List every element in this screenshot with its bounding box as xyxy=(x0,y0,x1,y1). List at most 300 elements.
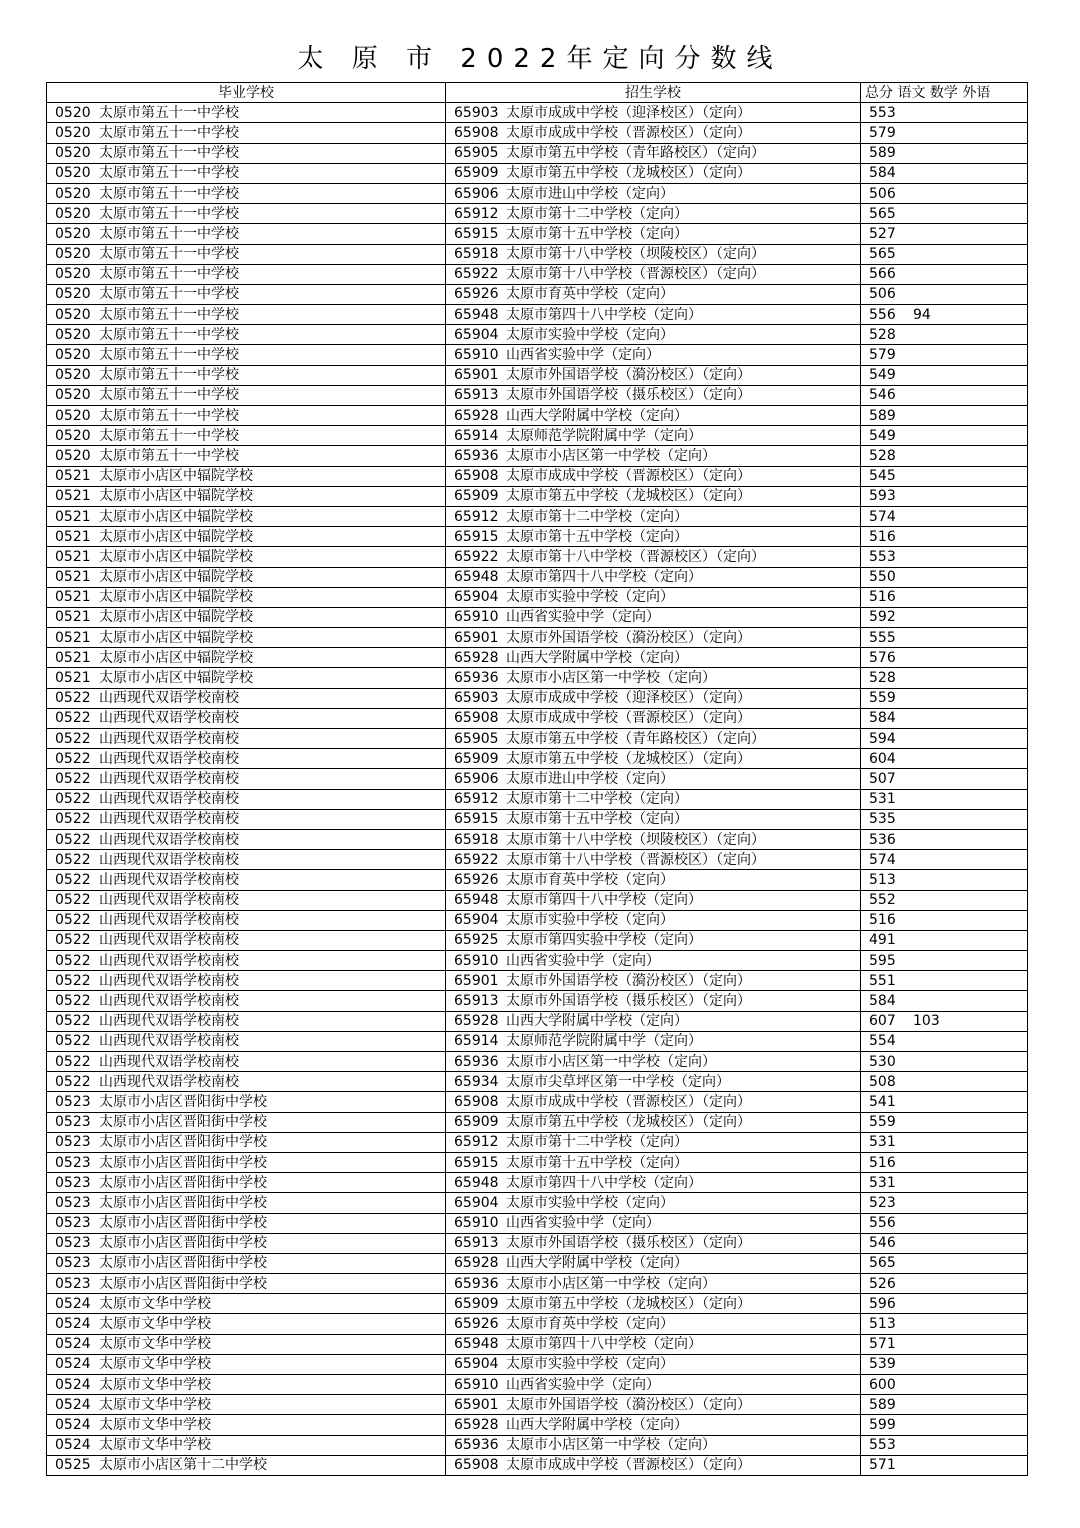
score-cell xyxy=(861,1415,1028,1435)
table-row xyxy=(47,204,1028,224)
graduating-school-code: 0522 xyxy=(55,912,91,929)
total-score: 527 xyxy=(869,225,896,242)
total-score: 528 xyxy=(869,447,896,464)
graduating-school-name: 太原市小店区中辐院学校 xyxy=(99,589,253,606)
admitting-school-code: 65909 xyxy=(454,1114,499,1131)
graduating-school-cell xyxy=(47,1112,446,1132)
admitting-school-cell xyxy=(446,1334,861,1354)
admitting-school-cell xyxy=(446,789,861,809)
admitting-school-code: 65908 xyxy=(454,710,499,727)
admitting-school-cell xyxy=(446,527,861,547)
graduating-school-cell xyxy=(47,1395,446,1415)
graduating-school-cell xyxy=(47,224,446,244)
table-row xyxy=(47,587,1028,607)
graduating-school-code: 0521 xyxy=(55,548,91,565)
header-graduating-school: 毕业学校 xyxy=(47,83,446,103)
admitting-school-name: 太原市外国语学校（漪汾校区）（定向） xyxy=(506,972,751,989)
graduating-school-cell xyxy=(47,668,446,688)
admitting-school-cell xyxy=(446,769,861,789)
admitting-school-cell xyxy=(446,870,861,890)
graduating-school-code: 0525 xyxy=(55,1457,91,1474)
total-score: 539 xyxy=(869,1356,896,1373)
score-cell xyxy=(861,1334,1028,1354)
graduating-school-cell xyxy=(47,1274,446,1294)
graduating-school-code: 0523 xyxy=(55,1154,91,1171)
admitting-school-name: 太原市小店区第一中学校（定向） xyxy=(506,447,716,464)
graduating-school-cell xyxy=(47,1011,446,1031)
graduating-school-code: 0524 xyxy=(55,1316,91,1333)
admitting-school-cell xyxy=(446,708,861,728)
graduating-school-code: 0522 xyxy=(55,871,91,888)
total-score: 579 xyxy=(869,347,896,364)
table-row xyxy=(47,264,1028,284)
total-score: 571 xyxy=(869,1336,896,1353)
score-cell xyxy=(861,789,1028,809)
graduating-school-cell xyxy=(47,1233,446,1253)
total-score: 549 xyxy=(869,427,896,444)
graduating-school-name: 山西现代双语学校南校 xyxy=(99,770,239,787)
graduating-school-name: 山西现代双语学校南校 xyxy=(99,952,239,969)
score-cell xyxy=(861,1213,1028,1233)
table-row xyxy=(47,1274,1028,1294)
graduating-school-name: 太原市小店区中辐院学校 xyxy=(99,508,253,525)
graduating-school-code: 0523 xyxy=(55,1215,91,1232)
admitting-school-code: 65936 xyxy=(454,1275,499,1292)
total-score: 553 xyxy=(869,548,896,565)
admitting-school-code: 65936 xyxy=(454,1437,499,1454)
total-score: 546 xyxy=(869,1235,896,1252)
total-score: 559 xyxy=(869,1114,896,1131)
total-score: 571 xyxy=(869,1457,896,1474)
graduating-school-cell xyxy=(47,365,446,385)
admitting-school-code: 65909 xyxy=(454,165,499,182)
admitting-school-code: 65918 xyxy=(454,246,499,263)
admitting-school-code: 65922 xyxy=(454,266,499,283)
admitting-school-code: 65936 xyxy=(454,1053,499,1070)
total-score: 604 xyxy=(869,750,896,767)
table-row xyxy=(47,607,1028,627)
graduating-school-code: 0520 xyxy=(55,286,91,303)
score-cell xyxy=(861,1375,1028,1395)
graduating-school-name: 山西现代双语学校南校 xyxy=(99,932,239,949)
table-row xyxy=(47,1294,1028,1314)
total-score: 574 xyxy=(869,851,896,868)
table-row xyxy=(47,1314,1028,1334)
admitting-school-cell xyxy=(446,1072,861,1092)
total-score: 553 xyxy=(869,104,896,121)
table-row xyxy=(47,1375,1028,1395)
score-cell xyxy=(861,729,1028,749)
graduating-school-code: 0523 xyxy=(55,1235,91,1252)
score-cell xyxy=(861,1314,1028,1334)
graduating-school-cell xyxy=(47,708,446,728)
admitting-school-cell xyxy=(446,829,861,849)
graduating-school-cell xyxy=(47,607,446,627)
graduating-school-cell xyxy=(47,1213,446,1233)
admitting-school-name: 太原市第十二中学校（定向） xyxy=(506,1134,688,1151)
total-score: 507 xyxy=(869,770,896,787)
graduating-school-cell xyxy=(47,264,446,284)
score-cell xyxy=(861,930,1028,950)
total-score: 600 xyxy=(869,1376,896,1393)
admitting-school-code: 65948 xyxy=(454,1336,499,1353)
total-score: 528 xyxy=(869,670,896,687)
score-cell xyxy=(861,607,1028,627)
admitting-school-cell xyxy=(446,749,861,769)
graduating-school-cell xyxy=(47,103,446,123)
total-score: 516 xyxy=(869,528,896,545)
graduating-school-code: 0522 xyxy=(55,993,91,1010)
table-row xyxy=(47,1052,1028,1072)
admitting-school-code: 65936 xyxy=(454,670,499,687)
total-score: 531 xyxy=(869,1174,896,1191)
admitting-school-name: 太原市第十五中学校（定向） xyxy=(506,811,688,828)
graduating-school-code: 0523 xyxy=(55,1093,91,1110)
admitting-school-name: 太原市成成中学校（迎泽校区）（定向） xyxy=(506,690,751,707)
admitting-school-cell xyxy=(446,1455,861,1475)
admitting-school-cell xyxy=(446,1173,861,1193)
admitting-school-name: 山西大学附属中学校（定向） xyxy=(506,407,688,424)
admitting-school-code: 65901 xyxy=(454,1396,499,1413)
admitting-school-cell xyxy=(446,406,861,426)
graduating-school-cell xyxy=(47,446,446,466)
score-cell xyxy=(861,971,1028,991)
admitting-school-cell xyxy=(446,547,861,567)
graduating-school-cell xyxy=(47,385,446,405)
admitting-school-cell xyxy=(446,204,861,224)
graduating-school-cell xyxy=(47,749,446,769)
admitting-school-code: 65905 xyxy=(454,145,499,162)
admitting-school-cell xyxy=(446,1031,861,1051)
admitting-school-cell xyxy=(446,1375,861,1395)
admitting-school-cell xyxy=(446,1112,861,1132)
table-row xyxy=(47,284,1028,304)
admitting-school-code: 65928 xyxy=(454,1416,499,1433)
graduating-school-name: 山西现代双语学校南校 xyxy=(99,871,239,888)
admitting-school-name: 山西省实验中学（定向） xyxy=(506,1376,660,1393)
graduating-school-cell xyxy=(47,789,446,809)
total-score: 523 xyxy=(869,1194,896,1211)
table-row xyxy=(47,527,1028,547)
score-cell xyxy=(861,466,1028,486)
admitting-school-code: 65908 xyxy=(454,124,499,141)
graduating-school-code: 0522 xyxy=(55,1053,91,1070)
total-score: 528 xyxy=(869,326,896,343)
score-cell xyxy=(861,1294,1028,1314)
graduating-school-code: 0520 xyxy=(55,205,91,222)
admitting-school-name: 山西大学附属中学校（定向） xyxy=(506,1013,688,1030)
graduating-school-cell xyxy=(47,688,446,708)
score-cell xyxy=(861,204,1028,224)
header-admitting-school: 招生学校 xyxy=(446,83,861,103)
graduating-school-code: 0524 xyxy=(55,1336,91,1353)
graduating-school-name: 太原市第五十一中学校 xyxy=(99,407,239,424)
admitting-school-name: 太原市第十八中学校（晋源校区）（定向） xyxy=(506,851,765,868)
admitting-school-code: 65903 xyxy=(454,690,499,707)
graduating-school-code: 0522 xyxy=(55,851,91,868)
graduating-school-name: 太原市小店区中辐院学校 xyxy=(99,468,253,485)
score-cell xyxy=(861,506,1028,526)
score-cell xyxy=(861,426,1028,446)
graduating-school-code: 0520 xyxy=(55,367,91,384)
admitting-school-cell xyxy=(446,668,861,688)
score-cell xyxy=(861,708,1028,728)
admitting-school-cell xyxy=(446,345,861,365)
admitting-school-cell xyxy=(446,1092,861,1112)
admitting-school-name: 太原市第五中学校（龙城校区）（定向） xyxy=(506,488,751,505)
admitting-school-cell xyxy=(446,1011,861,1031)
table-row xyxy=(47,567,1028,587)
score-cell xyxy=(861,809,1028,829)
total-score: 589 xyxy=(869,407,896,424)
admitting-school-cell xyxy=(446,183,861,203)
graduating-school-name: 太原市第五十一中学校 xyxy=(99,367,239,384)
graduating-school-cell xyxy=(47,1294,446,1314)
total-score: 599 xyxy=(869,1416,896,1433)
graduating-school-cell xyxy=(47,506,446,526)
graduating-school-name: 山西现代双语学校南校 xyxy=(99,1073,239,1090)
score-cell xyxy=(861,1092,1028,1112)
graduating-school-code: 0522 xyxy=(55,791,91,808)
total-score: 506 xyxy=(869,185,896,202)
table-row xyxy=(47,971,1028,991)
admitting-school-code: 65928 xyxy=(454,1255,499,1272)
table-row xyxy=(47,466,1028,486)
admitting-school-code: 65934 xyxy=(454,1073,499,1090)
table-row xyxy=(47,769,1028,789)
admitting-school-name: 太原市成成中学校（晋源校区）（定向） xyxy=(506,124,751,141)
admitting-school-cell xyxy=(446,1314,861,1334)
total-score: 556 xyxy=(869,1215,896,1232)
admitting-school-name: 太原市第十八中学校（晋源校区）（定向） xyxy=(506,266,765,283)
admitting-school-cell xyxy=(446,365,861,385)
graduating-school-code: 0520 xyxy=(55,387,91,404)
graduating-school-code: 0522 xyxy=(55,730,91,747)
graduating-school-code: 0524 xyxy=(55,1376,91,1393)
admitting-school-cell xyxy=(446,850,861,870)
admitting-school-cell xyxy=(446,305,861,325)
table-row xyxy=(47,1435,1028,1455)
admitting-school-code: 65922 xyxy=(454,548,499,565)
admitting-school-code: 65909 xyxy=(454,1295,499,1312)
admitting-school-name: 太原市实验中学校（定向） xyxy=(506,1194,674,1211)
admitting-school-code: 65906 xyxy=(454,185,499,202)
total-score: 508 xyxy=(869,1073,896,1090)
admitting-school-cell xyxy=(446,446,861,466)
table-row xyxy=(47,1072,1028,1092)
table-row xyxy=(47,385,1028,405)
graduating-school-cell xyxy=(47,1253,446,1273)
table-row xyxy=(47,123,1028,143)
graduating-school-code: 0520 xyxy=(55,145,91,162)
score-cell xyxy=(861,446,1028,466)
graduating-school-code: 0522 xyxy=(55,770,91,787)
graduating-school-name: 太原市小店区晋阳街中学校 xyxy=(99,1114,267,1131)
admitting-school-code: 65914 xyxy=(454,1033,499,1050)
graduating-school-name: 太原市小店区晋阳街中学校 xyxy=(99,1134,267,1151)
graduating-school-name: 山西现代双语学校南校 xyxy=(99,993,239,1010)
graduating-school-cell xyxy=(47,890,446,910)
total-score: 589 xyxy=(869,1396,896,1413)
admitting-school-code: 65928 xyxy=(454,407,499,424)
admitting-school-cell xyxy=(446,103,861,123)
score-cell xyxy=(861,1435,1028,1455)
graduating-school-code: 0523 xyxy=(55,1255,91,1272)
score-cell xyxy=(861,749,1028,769)
admitting-school-name: 太原市第四十八中学校（定向） xyxy=(506,1174,702,1191)
total-score: 554 xyxy=(869,1033,896,1050)
graduating-school-cell xyxy=(47,1435,446,1455)
total-score: 565 xyxy=(869,205,896,222)
graduating-school-code: 0521 xyxy=(55,508,91,525)
graduating-school-name: 山西现代双语学校南校 xyxy=(99,831,239,848)
score-cell xyxy=(861,1455,1028,1475)
table-row xyxy=(47,1233,1028,1253)
admitting-school-code: 65904 xyxy=(454,912,499,929)
total-score: 541 xyxy=(869,1093,896,1110)
total-score: 516 xyxy=(869,1154,896,1171)
admitting-school-name: 太原市成成中学校（晋源校区）（定向） xyxy=(506,1093,751,1110)
admitting-school-code: 65904 xyxy=(454,1194,499,1211)
total-score: 546 xyxy=(869,387,896,404)
graduating-school-cell xyxy=(47,1052,446,1072)
admitting-school-cell xyxy=(446,486,861,506)
graduating-school-cell xyxy=(47,466,446,486)
total-score: 556 xyxy=(869,306,896,323)
admitting-school-cell xyxy=(446,1233,861,1253)
admitting-school-cell xyxy=(446,587,861,607)
graduating-school-cell xyxy=(47,991,446,1011)
graduating-school-name: 山西现代双语学校南校 xyxy=(99,710,239,727)
score-cell xyxy=(861,406,1028,426)
graduating-school-name: 山西现代双语学校南校 xyxy=(99,1033,239,1050)
admitting-school-cell xyxy=(446,284,861,304)
admitting-school-cell xyxy=(446,1052,861,1072)
score-cell xyxy=(861,244,1028,264)
graduating-school-name: 太原市小店区中辐院学校 xyxy=(99,528,253,545)
score-cell xyxy=(861,486,1028,506)
score-cell xyxy=(861,1072,1028,1092)
graduating-school-name: 太原市小店区中辐院学校 xyxy=(99,670,253,687)
graduating-school-cell xyxy=(47,1092,446,1112)
total-score: 576 xyxy=(869,649,896,666)
graduating-school-name: 太原市文华中学校 xyxy=(99,1356,211,1373)
score-cell xyxy=(861,547,1028,567)
page-title: 太 原 市 2022年定向分数线 xyxy=(297,44,783,74)
score-cell xyxy=(861,1152,1028,1172)
admitting-school-cell xyxy=(446,951,861,971)
admitting-school-cell xyxy=(446,729,861,749)
score-cell xyxy=(861,527,1028,547)
score-cell xyxy=(861,224,1028,244)
graduating-school-code: 0520 xyxy=(55,165,91,182)
graduating-school-code: 0521 xyxy=(55,589,91,606)
admitting-school-code: 65948 xyxy=(454,306,499,323)
graduating-school-name: 太原市小店区晋阳街中学校 xyxy=(99,1275,267,1292)
admitting-school-cell xyxy=(446,224,861,244)
graduating-school-code: 0522 xyxy=(55,1073,91,1090)
graduating-school-code: 0521 xyxy=(55,649,91,666)
graduating-school-code: 0522 xyxy=(55,710,91,727)
admitting-school-cell xyxy=(446,567,861,587)
admitting-school-code: 65910 xyxy=(454,347,499,364)
graduating-school-cell xyxy=(47,769,446,789)
admitting-school-code: 65904 xyxy=(454,589,499,606)
admitting-school-code: 65904 xyxy=(454,326,499,343)
table-row xyxy=(47,991,1028,1011)
graduating-school-code: 0522 xyxy=(55,831,91,848)
graduating-school-code: 0520 xyxy=(55,266,91,283)
total-score: 513 xyxy=(869,871,896,888)
score-cell xyxy=(861,991,1028,1011)
admitting-school-code: 65910 xyxy=(454,952,499,969)
admitting-school-name: 太原市第五中学校（龙城校区）（定向） xyxy=(506,1114,751,1131)
graduating-school-cell xyxy=(47,1031,446,1051)
admitting-school-name: 太原市第十五中学校（定向） xyxy=(506,1154,688,1171)
graduating-school-name: 太原市文华中学校 xyxy=(99,1336,211,1353)
graduating-school-name: 山西现代双语学校南校 xyxy=(99,912,239,929)
admitting-school-name: 太原市第五中学校（青年路校区）（定向） xyxy=(506,145,765,162)
admitting-school-cell xyxy=(446,385,861,405)
score-cell xyxy=(861,1233,1028,1253)
graduating-school-code: 0521 xyxy=(55,468,91,485)
admitting-school-code: 65912 xyxy=(454,1134,499,1151)
admitting-school-name: 太原市小店区第一中学校（定向） xyxy=(506,1437,716,1454)
admitting-school-cell xyxy=(446,244,861,264)
admitting-school-name: 太原市实验中学校（定向） xyxy=(506,589,674,606)
total-score: 584 xyxy=(869,710,896,727)
graduating-school-name: 山西现代双语学校南校 xyxy=(99,892,239,909)
table-row xyxy=(47,244,1028,264)
admitting-school-name: 山西省实验中学（定向） xyxy=(506,1215,660,1232)
admitting-school-code: 65915 xyxy=(454,528,499,545)
admitting-school-code: 65928 xyxy=(454,1013,499,1030)
graduating-school-cell xyxy=(47,1334,446,1354)
admitting-school-name: 山西省实验中学（定向） xyxy=(506,952,660,969)
graduating-school-code: 0520 xyxy=(55,185,91,202)
graduating-school-cell xyxy=(47,1193,446,1213)
table-row xyxy=(47,708,1028,728)
score-cell xyxy=(861,345,1028,365)
admitting-school-name: 太原市尖草坪区第一中学校（定向） xyxy=(506,1073,730,1090)
admitting-school-name: 太原市外国语学校（摄乐校区）（定向） xyxy=(506,1235,751,1252)
graduating-school-code: 0521 xyxy=(55,569,91,586)
graduating-school-code: 0524 xyxy=(55,1356,91,1373)
admitting-school-name: 太原市育英中学校（定向） xyxy=(506,871,674,888)
table-row xyxy=(47,406,1028,426)
graduating-school-code: 0520 xyxy=(55,225,91,242)
total-score: 513 xyxy=(869,1316,896,1333)
table-row xyxy=(47,1354,1028,1374)
graduating-school-name: 山西现代双语学校南校 xyxy=(99,1013,239,1030)
graduating-school-code: 0523 xyxy=(55,1114,91,1131)
table-row xyxy=(47,749,1028,769)
graduating-school-code: 0523 xyxy=(55,1134,91,1151)
graduating-school-name: 太原市小店区晋阳街中学校 xyxy=(99,1255,267,1272)
admitting-school-name: 太原市进山中学校（定向） xyxy=(506,185,674,202)
admitting-school-name: 太原市实验中学校（定向） xyxy=(506,326,674,343)
total-score: 584 xyxy=(869,165,896,182)
admitting-school-code: 65910 xyxy=(454,1376,499,1393)
admitting-school-code: 65913 xyxy=(454,387,499,404)
score-cell xyxy=(861,668,1028,688)
admitting-school-code: 65948 xyxy=(454,1174,499,1191)
total-score: 530 xyxy=(869,1053,896,1070)
admitting-school-code: 65925 xyxy=(454,932,499,949)
table-row xyxy=(47,1415,1028,1435)
admitting-school-cell xyxy=(446,1294,861,1314)
graduating-school-name: 太原市第五十一中学校 xyxy=(99,205,239,222)
